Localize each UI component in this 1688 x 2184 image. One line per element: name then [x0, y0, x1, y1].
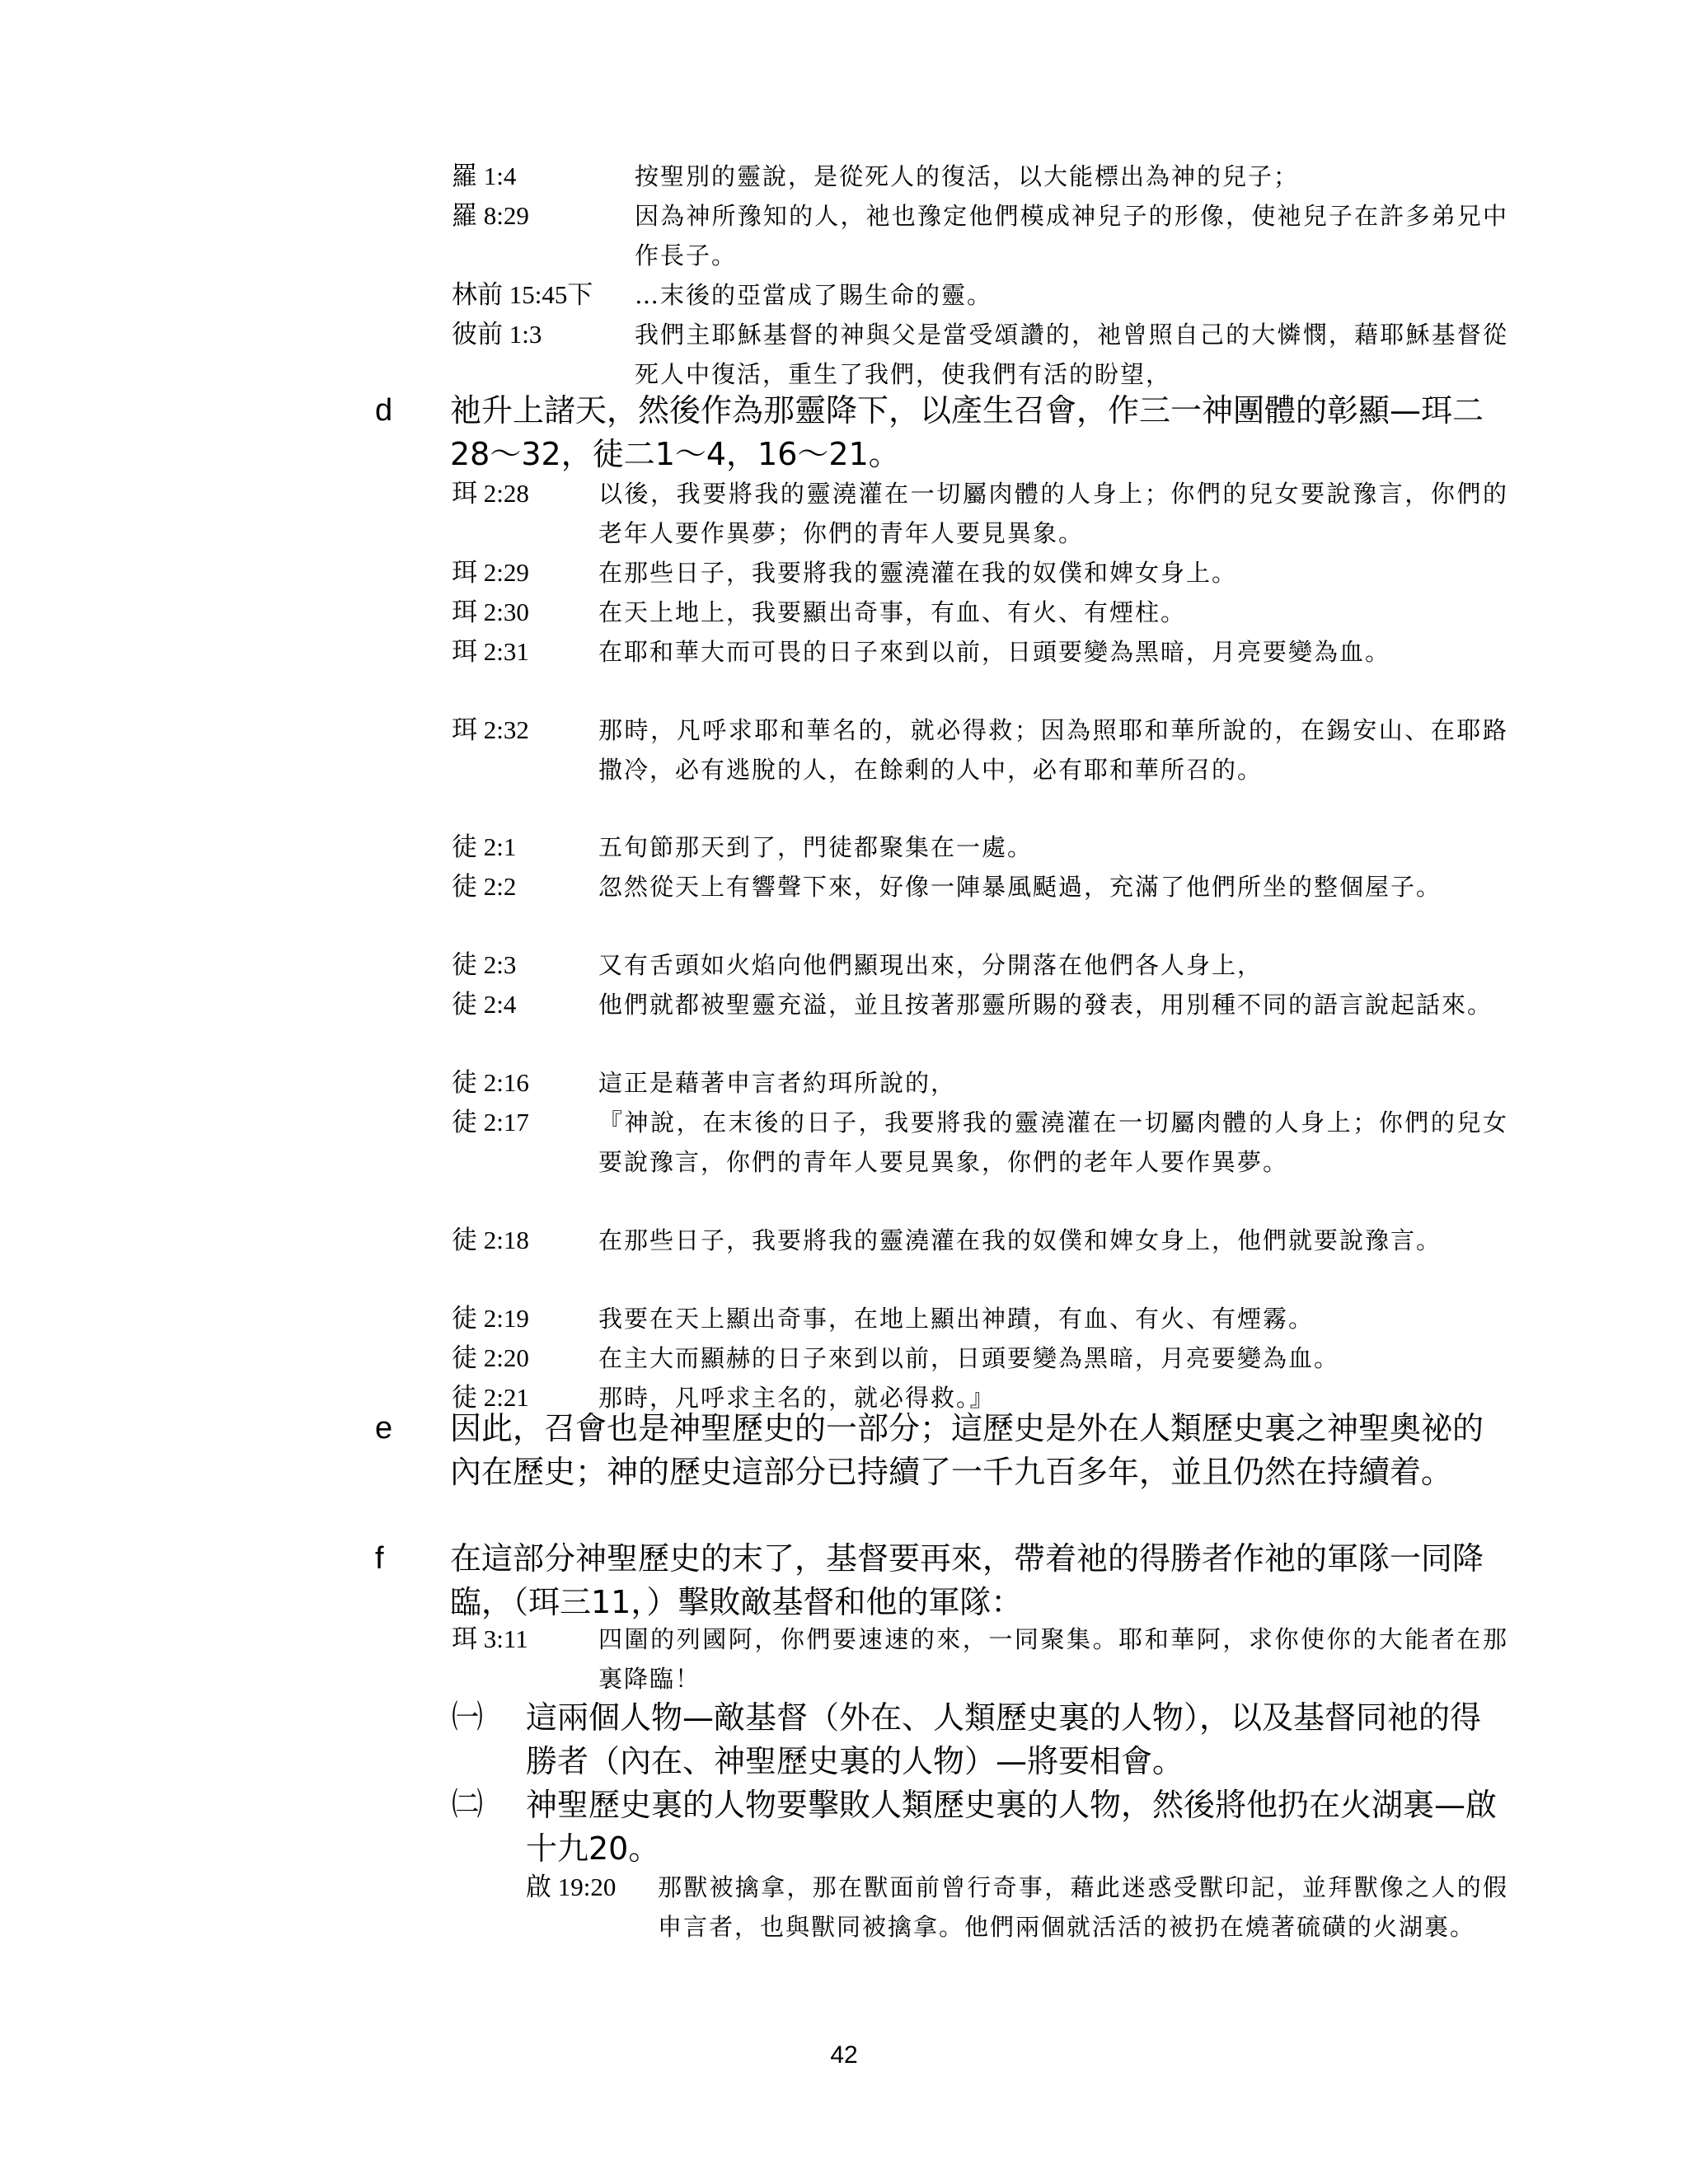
verse-text: 那時，凡呼求主名的，就必得救。』	[598, 1384, 996, 1412]
outline-point-d	[375, 389, 1512, 476]
verse-entry	[452, 1063, 1508, 1103]
verse-entry	[452, 1221, 1508, 1260]
verse-text: 我要在天上顯出奇事，在地上顯出神蹟，有血、有火、有煙霧。	[598, 1305, 1315, 1333]
verse-ref: 徒 2:16	[452, 1068, 529, 1097]
verse-text: 他們就都被聖靈充溢，並且按著那靈所賜的發表，用別種不同的語言說起話來。	[598, 991, 1493, 1019]
outline-text: 祂升上諸天，然後作為那靈降下，以產生召會，作三一神團體的彰顯—珥二28～32，徒二1～4，16～21。	[450, 392, 1484, 472]
verse-entry	[526, 1868, 1508, 1947]
verse-text: 忽然從天上有響聲下來，好像一陣暴風颳過，充滿了他們所坐的整個屋子。	[598, 873, 1442, 901]
verse-ref: 珥 2:31	[452, 637, 529, 666]
verse-text: 按聖別的靈說，是從死人的復活，以大能標出為神的兒子；	[635, 162, 1300, 190]
verse-entry	[452, 867, 1508, 907]
verse-text: 在耶和華大而可畏的日子來到以前，日頭要變為黑暗，月亮要變為血。	[598, 638, 1391, 666]
verse-text: 以後，我要將我的靈澆灌在一切屬肉體的人身上；你們的兒女要說豫言，你們的老年人要作異夢；你們的青年人要見異象。	[598, 480, 1508, 547]
verse-ref: 徒 2:17	[452, 1108, 529, 1137]
outline-point-f	[375, 1537, 1512, 1624]
verse-text: …末後的亞當成了賜生命的靈。	[635, 281, 993, 309]
sub-point-2	[452, 1783, 1508, 1871]
verse-ref: 徒 2:18	[452, 1226, 529, 1254]
verse-text: 那時，凡呼求耶和華名的，就必得救；因為照耶和華所說的，在錫安山、在耶路撒冷，必有逃脫的人，在餘剩的人中，必有耶和華所召的。	[598, 716, 1508, 784]
verse-entry	[452, 1299, 1508, 1338]
verse-text: 在那些日子，我要將我的靈澆灌在我的奴僕和婢女身上，他們就要說豫言。	[598, 1226, 1442, 1254]
verse-entry	[452, 827, 1508, 867]
outline-marker: f	[375, 1541, 384, 1576]
verse-text: 又有舌頭如火焰向他們顯現出來，分開落在他們各人身上，	[598, 951, 1264, 979]
verse-entry	[452, 196, 1508, 275]
verse-text: 那獸被擒拿，那在獸面前曾行奇事，藉此迷惑受獸印記，並拜獸像之人的假申言者，也與獸同被擒拿。他們兩個就活活的被扔在燒著硫磺的火湖裏。	[658, 1873, 1508, 1941]
verse-text: 在主大而顯赫的日子來到以前，日頭要變為黑暗，月亮要變為血。	[598, 1344, 1340, 1372]
verse-entry	[452, 632, 1508, 672]
verse-ref: 徒 2:1	[452, 832, 517, 861]
verse-ref: 珥 2:29	[452, 558, 529, 587]
verse-entry	[452, 1103, 1508, 1182]
verse-text: 『神說，在末後的日子，我要將我的靈澆灌在一切屬肉體的人身上；你們的兒女要說豫言，你們的青年人要見異象，你們的老年人要作異夢。	[598, 1108, 1508, 1176]
sub-point-marker: ㈠	[452, 1700, 484, 1735]
outline-marker: d	[375, 393, 393, 428]
verse-ref: 珥 2:32	[452, 715, 529, 744]
verse-ref: 彼前 1:3	[452, 320, 542, 349]
verse-text: 我們主耶穌基督的神與父是當受頌讚的，祂曾照自己的大憐憫，藉耶穌基督從死人中復活，重生了我們，使我們有活的盼望，	[635, 321, 1508, 388]
verse-ref: 徒 2:2	[452, 872, 517, 901]
verse-ref: 羅 8:29	[452, 201, 529, 230]
verse-entry	[452, 553, 1508, 593]
verse-entry	[452, 1338, 1508, 1378]
verse-text: 因為神所豫知的人，祂也豫定他們模成神兒子的形像，使祂兒子在許多弟兄中作長子。	[635, 202, 1508, 269]
verse-ref: 珥 2:28	[452, 479, 529, 508]
sub-point-marker: ㈡	[452, 1788, 484, 1822]
verse-entry	[452, 985, 1508, 1024]
verse-text: 五旬節那天到了，門徒都聚集在一處。	[598, 833, 1034, 861]
verse-entry	[452, 710, 1508, 790]
verse-ref: 徒 2:19	[452, 1304, 529, 1333]
page-number: 42	[830, 2041, 858, 2069]
outline-text: 因此，召會也是神聖歷史的一部分；這歷史是外在人類歷史裏之神聖奧祕的內在歷史；神的歷史這部分已持續了一千九百多年，並且仍然在持續着。	[450, 1410, 1484, 1490]
verse-text: 四圍的列國阿，你們要速速的來，一同聚集。耶和華阿，求你使你的大能者在那裏降臨！	[598, 1625, 1508, 1693]
verse-ref: 徒 2:21	[452, 1383, 529, 1412]
verse-entry	[452, 593, 1508, 632]
verse-ref: 珥 2:30	[452, 598, 529, 626]
outline-text: 在這部分神聖歷史的末了，基督要再來，帶着祂的得勝者作祂的軍隊一同降臨，（珥三11，）擊敗敵基督和他的軍隊：	[450, 1540, 1484, 1620]
verse-text: 在天上地上，我要顯出奇事，有血、有火、有煙柱。	[598, 598, 1187, 626]
verse-ref: 珥 3:11	[452, 1624, 528, 1653]
outline-marker: e	[375, 1411, 393, 1446]
verse-entry	[452, 945, 1508, 985]
sub-point-text: 神聖歷史裏的人物要擊敗人類歷史裏的人物，然後將他扔在火湖裏—啟十九20。	[526, 1787, 1498, 1867]
verse-entry	[452, 474, 1508, 553]
verse-ref: 徒 2:3	[452, 950, 517, 979]
verse-entry	[452, 315, 1508, 394]
verse-ref: 羅 1:4	[452, 162, 517, 190]
verse-text: 在那些日子，我要將我的靈澆灌在我的奴僕和婢女身上。	[598, 559, 1238, 587]
verse-text: 這正是藉著申言者約珥所說的，	[598, 1069, 957, 1097]
outline-point-e	[375, 1407, 1512, 1494]
verse-entry	[452, 157, 1508, 196]
verse-ref: 徒 2:20	[452, 1343, 529, 1372]
verse-ref: 徒 2:4	[452, 990, 517, 1019]
sub-point-text: 這兩個人物—敵基督（外在、人類歷史裏的人物），以及基督同祂的得勝者（內在、神聖歷史裏的人物）—將要相會。	[526, 1699, 1482, 1779]
verse-entry	[452, 1619, 1508, 1699]
verse-entry	[452, 275, 1508, 315]
verse-ref: 林前 15:45下	[452, 280, 593, 309]
verse-ref: 啟 19:20	[526, 1872, 617, 1901]
sub-point-1	[452, 1696, 1508, 1783]
